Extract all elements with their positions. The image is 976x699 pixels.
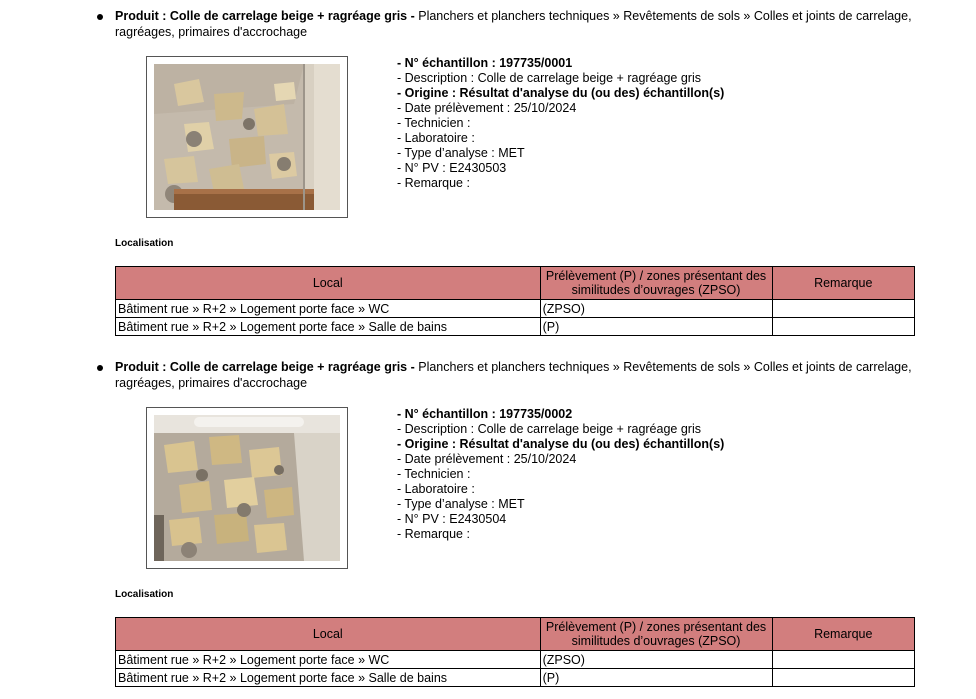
cell-prelevement: (P) bbox=[540, 318, 772, 336]
product-path: Planchers et planchers techniques » Revêtements de sols » Colles et joints de carrelage, ragréages, primaires d'accrochage bbox=[115, 360, 912, 390]
sample-description: - Description : Colle de carrelage beige + ragréage gris bbox=[397, 71, 701, 85]
sample-number: - N° échantillon : 197735/0001 bbox=[397, 56, 573, 70]
localisation-table bbox=[115, 617, 915, 687]
col-header-prelevement: Prélèvement (P) / zones présentant des similitudes d’ouvrages (ZPSO) bbox=[540, 618, 772, 651]
localisation-table bbox=[115, 266, 915, 336]
sample-analysis-type: - Type d’analyse : MET bbox=[397, 497, 525, 511]
product-label: Produit : Colle de carrelage beige + ragréage gris - bbox=[115, 360, 415, 374]
sample-section-1 bbox=[0, 8, 976, 348]
cell-local: Bâtiment rue » R+2 » Logement porte face » Salle de bains bbox=[116, 669, 541, 687]
bullet-icon bbox=[97, 14, 103, 20]
sample-photo-frame bbox=[146, 56, 348, 218]
sample-pv: - N° PV : E2430503 bbox=[397, 161, 507, 175]
sample-photo bbox=[154, 64, 340, 210]
sample-description: - Description : Colle de carrelage beige + ragréage gris bbox=[397, 422, 701, 436]
bullet-icon bbox=[97, 365, 103, 371]
cell-prelevement: (ZPSO) bbox=[540, 651, 772, 669]
product-line bbox=[115, 359, 920, 391]
col-header-local: Local bbox=[116, 267, 541, 300]
cell-local: Bâtiment rue » R+2 » Logement porte face » WC bbox=[116, 300, 541, 318]
product-path: Planchers et planchers techniques » Revêtements de sols » Colles et joints de carrelage, ragréages, primaires d'accrochage bbox=[115, 9, 912, 39]
cell-remarque bbox=[772, 300, 914, 318]
sample-info bbox=[397, 407, 797, 542]
sample-analysis-type: - Type d’analyse : MET bbox=[397, 146, 525, 160]
localisation-title: Localisation bbox=[115, 238, 174, 249]
sample-remark: - Remarque : bbox=[397, 176, 470, 190]
sample-number: - N° échantillon : 197735/0002 bbox=[397, 407, 573, 421]
sample-date: - Date prélèvement : 25/10/2024 bbox=[397, 101, 577, 115]
sample-laboratory: - Laboratoire : bbox=[397, 482, 475, 496]
table-row bbox=[116, 318, 915, 336]
sample-info bbox=[397, 56, 797, 191]
col-header-remarque: Remarque bbox=[772, 618, 914, 651]
product-label: Produit : Colle de carrelage beige + ragréage gris - bbox=[115, 9, 415, 23]
sample-origin: - Origine : Résultat d'analyse du (ou des) échantillon(s) bbox=[397, 86, 725, 100]
sample-technician: - Technicien : bbox=[397, 116, 471, 130]
cell-local: Bâtiment rue » R+2 » Logement porte face » WC bbox=[116, 651, 541, 669]
sample-origin: - Origine : Résultat d'analyse du (ou des) échantillon(s) bbox=[397, 437, 725, 451]
sample-remark: - Remarque : bbox=[397, 527, 470, 541]
cell-prelevement: (P) bbox=[540, 669, 772, 687]
table-row bbox=[116, 651, 915, 669]
col-header-remarque: Remarque bbox=[772, 267, 914, 300]
sample-photo bbox=[154, 415, 340, 561]
col-header-prelevement: Prélèvement (P) / zones présentant des similitudes d’ouvrages (ZPSO) bbox=[540, 267, 772, 300]
localisation-title: Localisation bbox=[115, 589, 174, 600]
cell-prelevement: (ZPSO) bbox=[540, 300, 772, 318]
cell-local: Bâtiment rue » R+2 » Logement porte face » Salle de bains bbox=[116, 318, 541, 336]
table-row bbox=[116, 300, 915, 318]
sample-date: - Date prélèvement : 25/10/2024 bbox=[397, 452, 577, 466]
cell-remarque bbox=[772, 651, 914, 669]
product-line bbox=[115, 8, 920, 40]
sample-section-2 bbox=[0, 359, 976, 699]
sample-technician: - Technicien : bbox=[397, 467, 471, 481]
col-header-local: Local bbox=[116, 618, 541, 651]
sample-pv: - N° PV : E2430504 bbox=[397, 512, 507, 526]
cell-remarque bbox=[772, 669, 914, 687]
sample-laboratory: - Laboratoire : bbox=[397, 131, 475, 145]
table-row bbox=[116, 669, 915, 687]
sample-photo-frame bbox=[146, 407, 348, 569]
cell-remarque bbox=[772, 318, 914, 336]
